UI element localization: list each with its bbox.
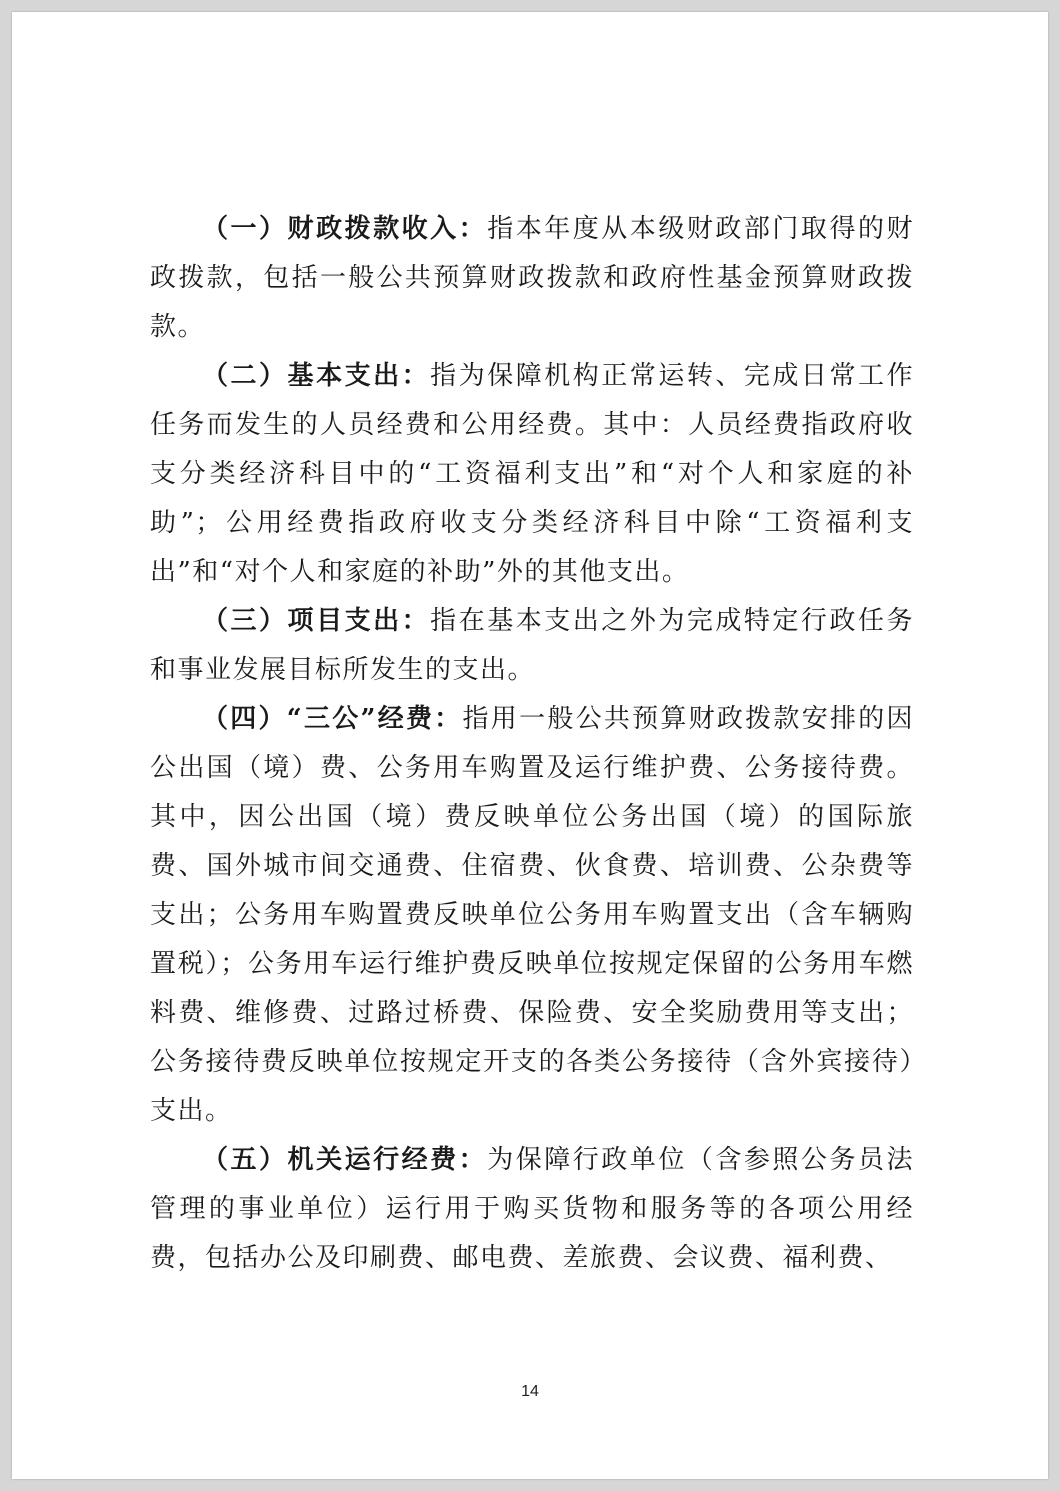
document-page — [12, 12, 1048, 1479]
term-heading: （五）机关运行经费： — [202, 1145, 488, 1175]
paragraph-text: 指在基本支出之外为完成特定行政任务和事业发展目标所发生的支出。 — [150, 606, 914, 685]
paragraph-project-expenditure — [150, 597, 914, 695]
paragraph-text: 指本年度从本级财政部门取得的财政拨款，包括一般公共预算财政拨款和政府性基金预算财政拨款。 — [150, 214, 914, 342]
paragraph-text: 指为保障机构正常运转、完成日常工作任务而发生的人员经费和公用经费。其中：人员经费指政府收支分类经济科目中的“工资福利支出”和“对个人和家庭的补助”；公用经费指政府收支分类经济科目中除“工资福利支出”和“对个人和家庭的补助”外的其他支出。 — [150, 361, 914, 587]
paragraph-basic-expenditure — [150, 352, 914, 597]
paragraph-fiscal-appropriation-income — [150, 205, 914, 352]
term-heading: （一）财政拨款收入： — [202, 214, 488, 244]
paragraph-three-public-expenses — [150, 695, 914, 1136]
paragraph-text: 为保障行政单位（含参照公务员法管理的事业单位）运行用于购买货物和服务等的各项公用经费，包括办公及印刷费、邮电费、差旅费、会议费、福利费、 — [150, 1145, 914, 1273]
paragraph-operating-expenses — [150, 1136, 914, 1283]
term-heading: （三）项目支出： — [202, 606, 431, 636]
page-body — [150, 205, 914, 1283]
page-number: 14 — [521, 1383, 539, 1400]
term-heading: （二）基本支出： — [202, 361, 431, 391]
paragraph-text: 指用一般公共预算财政拨款安排的因公出国（境）费、公务用车购置及运行维护费、公务接待费。其中，因公出国（境）费反映单位公务出国（境）的国际旅费、国外城市间交通费、住宿费、伙食费、培训费、公杂费等支出；公务用车购置费反映单位公务用车购置支出（含车辆购置税）；公务用车运行维护费反映单位按规定保留的公务用车燃料费、维修费、过路过桥费、保险费、安全奖励费用等支出；公务接待费反映单位按规定开支的各类公务接待（含外宾接待）支出。 — [150, 704, 914, 1126]
term-heading: （四）“三公”经费： — [202, 704, 463, 734]
